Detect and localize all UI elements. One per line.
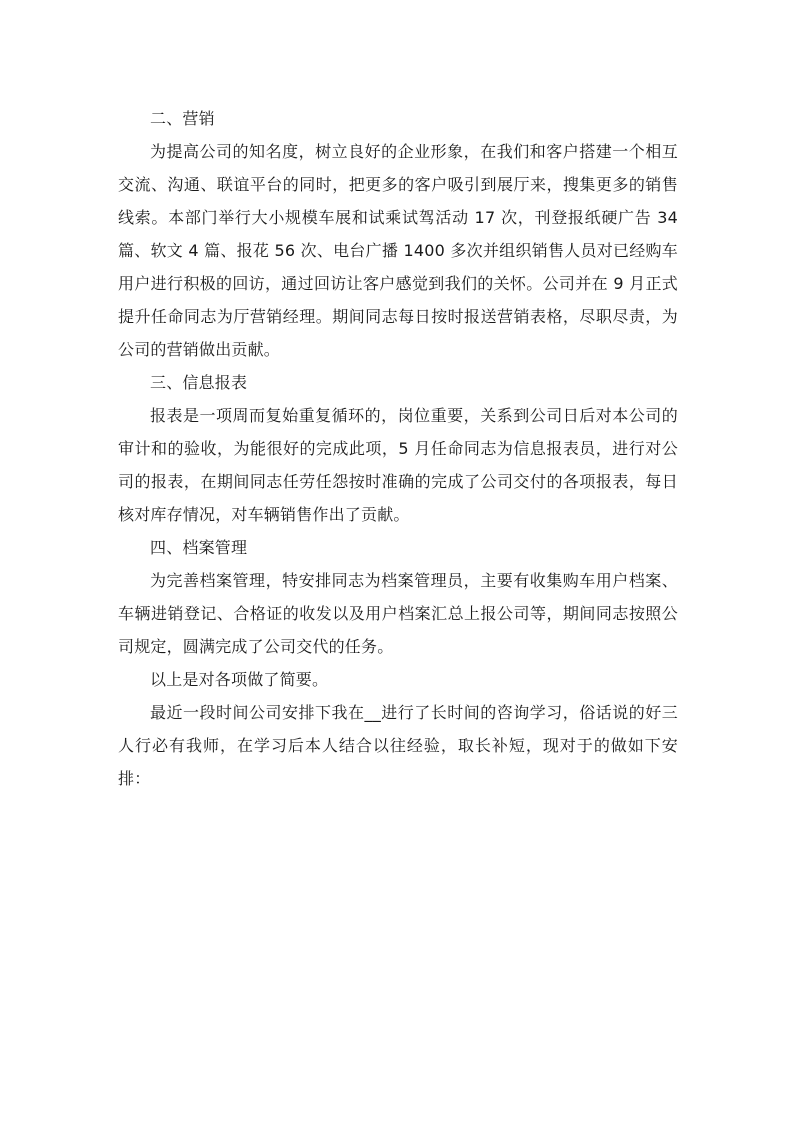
section-heading-info-reports: 三、信息报表 [150,373,248,392]
paragraph-info-reports: 报表是一项周而复始重复循环的，岗位重要，关系到公司日后对本公司的审计和的验收，为能很好的完成此项，5 月任命同志为信息报表员，进行对公司的报表，在期间同志任劳任怨按时准确的完成了公司交付的各项报表，每日核对库存情况，对车辆销售作出了贡献。 [118,406,678,524]
paragraph-summary: 以上是对各项做了简要。 [150,670,329,689]
paragraph-marketing: 为提高公司的知名度，树立良好的企业形象，在我们和客户搭建一个相互交流、沟通、联谊平台的同时，把更多的客户吸引到展厅来，搜集更多的销售线索。本部门举行大小规模车展和试乘试驾活动 17 次，刊登报纸硬广告 34 篇、软文 4 篇、报花 56 次、电台广播 1400 多次并组织销售人员对已经购车用户进行积极的回访，通过回访让客户感觉到我们的关怀。公司并在 9 月正式提升任命同志为厅营销经理。期间同志每日按时报送营销表格，尽职尽责，为公司的营销做出贡献。 [118,142,678,359]
section-heading-archive-management: 四、档案管理 [150,538,248,557]
paragraph-archive-management: 为完善档案管理，特安排同志为档案管理员，主要有收集购车用户档案、车辆进销登记、合格证的收发以及用户档案汇总上报公司等，期间同志按照公司规定，圆满完成了公司交代的任务。 [118,571,678,656]
paragraph-plan-intro: 最近一段时间公司安排下我在__进行了长时间的咨询学习，俗话说的好三人行必有我师，在学习后本人结合以往经验，取长补短，现对于的做如下安排： [118,703,678,788]
section-heading-marketing: 二、营销 [150,109,215,128]
document-body [118,102,678,795]
